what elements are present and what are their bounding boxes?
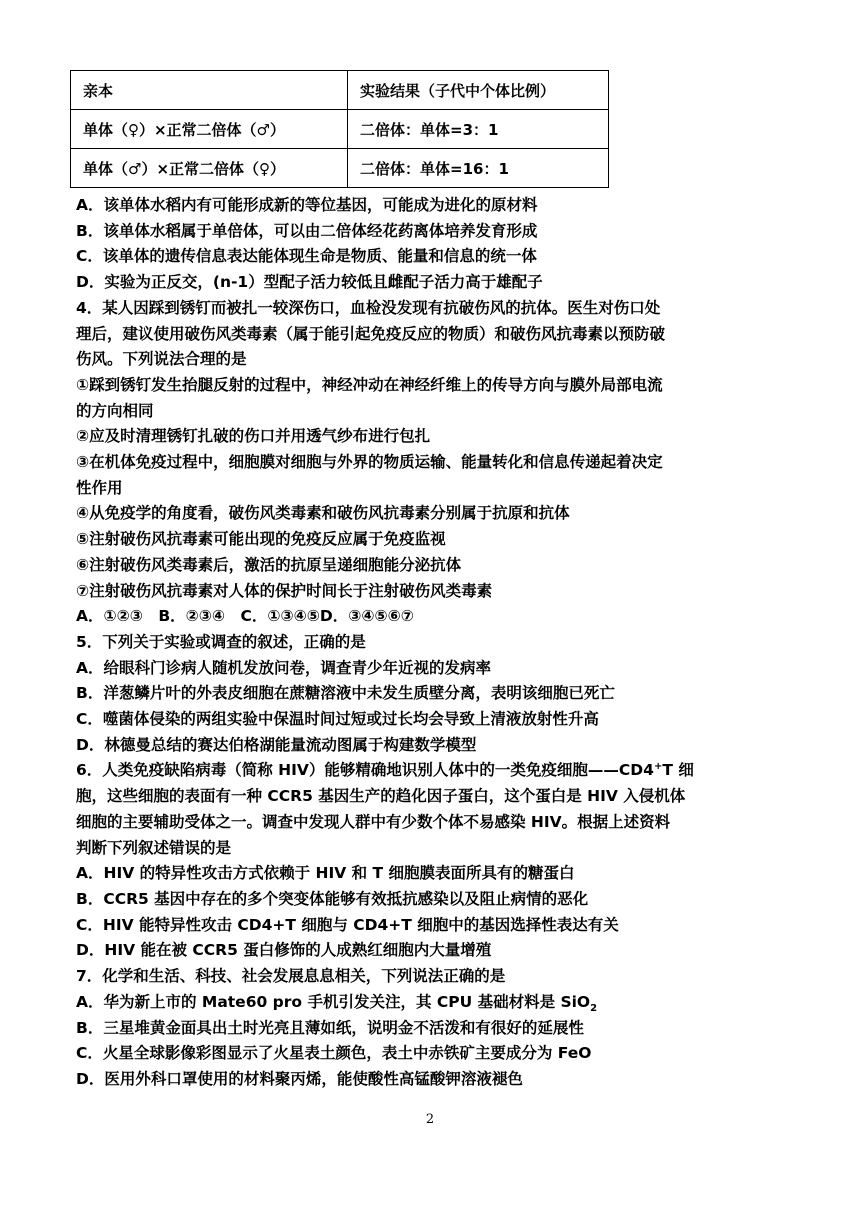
superscript-plus: + bbox=[653, 761, 663, 773]
q4-statement-line: 的方向相同 bbox=[76, 401, 154, 420]
page-number: 2 bbox=[425, 1112, 435, 1127]
table-header-cell: 实验结果（子代中个体比例） bbox=[348, 71, 609, 110]
q7-stem: 7．化学和生活、科技、社会发展息息相关，下列说法正确的是 bbox=[76, 967, 506, 986]
q3-option-d: D．实验为正反交，(n-1）型配子活力较低且雌配子活力高于雄配子 bbox=[76, 273, 543, 292]
q4-statement-line: ④从免疫学的角度看，破伤风类毒素和破伤风抗毒素分别属于抗原和抗体 bbox=[76, 504, 570, 523]
q5-option-c: C．噬菌体侵染的两组实验中保温时间过短或过长均会导致上清液放射性升高 bbox=[76, 710, 599, 729]
q6-stem-line: 细胞的主要辅助受体之一。调查中发现人群中有少数个体不易感染 HIV。根据上述资料 bbox=[76, 812, 671, 831]
q6-stem-text: 6．人类免疫缺陷病毒（简称 HIV）能够精确地识别人体中的一类免疫细胞——CD4 bbox=[76, 761, 654, 780]
q4-statement-line: ⑥注射破伤风类毒素后，激活的抗原呈递细胞能分泌抗体 bbox=[76, 555, 462, 574]
q6-stem-line: 胞，这些细胞的表面有一种 CCR5 基因生产的趋化因子蛋白，这个蛋白是 HIV 入侵机体 bbox=[76, 787, 686, 806]
table-cell: 二倍体：单体=3：1 bbox=[348, 110, 609, 149]
table-cell: 单体（♀）×正常二倍体（♂） bbox=[71, 110, 348, 149]
q7-option-a bbox=[76, 990, 788, 1016]
table-header-cell: 亲本 bbox=[71, 71, 348, 110]
q6-option-d: D．HIV 能在被 CCR5 蛋白修饰的人成熟红细胞内大量增殖 bbox=[76, 941, 492, 960]
q4-options: A．①②③ B．②③④ C．①③④⑤D．③④⑤⑥⑦ bbox=[76, 607, 414, 626]
q7-option-a-text: A．华为新上市的 Mate60 pro 手机引发关注，其 CPU 基础材料是 SiO bbox=[76, 992, 591, 1011]
q6-stem-text: T 细 bbox=[662, 761, 694, 780]
q4-statement-line: ⑦注射破伤风抗毒素对人体的保护时间长于注射破伤风类毒素 bbox=[76, 581, 493, 600]
table-cell: 二倍体：单体=16：1 bbox=[348, 149, 609, 188]
table-row bbox=[71, 149, 609, 188]
table-header-row bbox=[71, 71, 609, 110]
q4-statement-line: ⑤注射破伤风抗毒素可能出现的免疫反应属于免疫监视 bbox=[76, 530, 446, 549]
q5-option-b: B．洋葱鳞片叶的外表皮细胞在蔗糖溶液中未发生质壁分离，表明该细胞已死亡 bbox=[76, 684, 615, 703]
q4-stem-line: 4．某人因踩到锈钉而被扎一较深伤口，血检没发现有抗破伤风的抗体。医生对伤口处 bbox=[76, 298, 661, 317]
q5-option-d: D．林德曼总结的赛达伯格湖能量流动图属于构建数学模型 bbox=[76, 735, 477, 754]
q4-statement-line: ①踩到锈钉发生抬腿反射的过程中，神经冲动在神经纤维上的传导方向与膜外局部电流 bbox=[76, 375, 663, 394]
q7-option-d: D．医用外科口罩使用的材料聚丙烯，能使酸性高锰酸钾溶液褪色 bbox=[76, 1069, 523, 1088]
q4-statement-line: ③在机体免疫过程中，细胞膜对细胞与外界的物质运输、能量转化和信息传递起着决定 bbox=[76, 453, 663, 472]
q7-option-c: C．火星全球影像彩图显示了火星表土颜色，表土中赤铁矿主要成分为 FeO bbox=[76, 1044, 592, 1063]
q7-option-b: B．三星堆黄金面具出土时光亮且薄如纸，说明金不活泼和有很好的延展性 bbox=[76, 1018, 584, 1037]
q4-statement-line: 性作用 bbox=[76, 478, 123, 497]
q3-option-c: C．该单体的遗传信息表达能体现生命是物质、能量和信息的统一体 bbox=[76, 247, 537, 266]
q6-stem-line bbox=[76, 758, 788, 784]
q3-option-b: B．该单体水稻属于单倍体，可以由二倍体经花药离体培养发育形成 bbox=[76, 221, 538, 240]
q6-option-b: B．CCR5 基因中存在的多个突变体能够有效抵抗感染以及阻止病情的恶化 bbox=[76, 889, 589, 908]
q5-stem: 5．下列关于实验或调查的叙述，正确的是 bbox=[76, 632, 366, 651]
q6-option-c: C．HIV 能特异性攻击 CD4+T 细胞与 CD4+T 细胞中的基因选择性表达有关 bbox=[76, 915, 619, 934]
q4-stem-line: 伤风。下列说法合理的是 bbox=[76, 350, 247, 369]
q6-option-a: A．HIV 的特异性攻击方式依赖于 HIV 和 T 细胞膜表面所具有的糖蛋白 bbox=[76, 864, 575, 883]
subscript-two: 2 bbox=[590, 1002, 598, 1014]
q5-option-a: A．给眼科门诊病人随机发放问卷，调查青少年近视的发病率 bbox=[76, 658, 491, 677]
question-text bbox=[76, 193, 788, 1093]
table-cell: 单体（♂）×正常二倍体（♀） bbox=[71, 149, 348, 188]
q6-stem-line: 判断下列叙述错误的是 bbox=[76, 838, 232, 857]
experiment-table bbox=[70, 70, 609, 188]
q4-stem-line: 理后，建议使用破伤风类毒素（属于能引起免疫反应的物质）和破伤风抗毒素以预防破 bbox=[76, 324, 666, 343]
q4-statement-line: ②应及时清理锈钉扎破的伤口并用透气纱布进行包扎 bbox=[76, 427, 431, 446]
q3-option-a: A．该单体水稻内有可能形成新的等位基因，可能成为进化的原材料 bbox=[76, 196, 538, 214]
table-row bbox=[71, 110, 609, 149]
